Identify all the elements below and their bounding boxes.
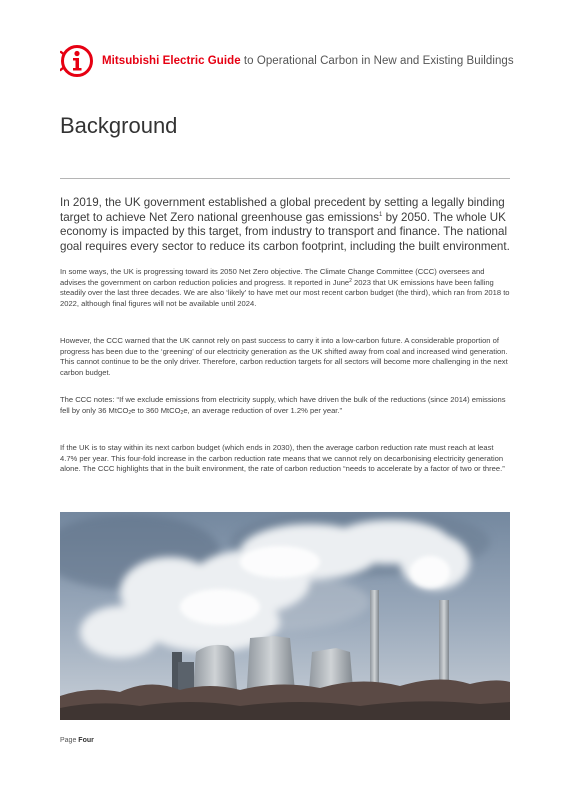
footnote-ref-1: 1 [379, 211, 383, 218]
power-station-image [60, 512, 510, 720]
paragraph-carbon-budget: If the UK is to stay within its next carbon budget (which ends in 2030), then the average carbon reduction rate must reach at least 4.7% per year. This four-fold increase in the carbon reduction rate means that we cannot rely on decarbonising electricity generation alone. The CCC highlights that in the built environment, the rate of carbon reduction “needs to accelerate by a factor of two or three.” [60, 443, 505, 474]
power-station-photo [60, 512, 510, 720]
header [60, 44, 514, 78]
paragraph-progress [60, 267, 512, 309]
subscript-2: 2 [128, 409, 132, 416]
p1-text-2: 2023 that UK emissions have been falling steadily over the last three decades. We are also ‘likely’ to have met our most recent carbon budget (the third), which ran from 2018 to 2022, although final figures will not be available until 2024. [60, 277, 510, 308]
intro-paragraph [60, 196, 512, 254]
page-footer [60, 737, 94, 744]
p3-text-3: e, an average reduction of over 1.2% per year.” [183, 405, 343, 415]
intro-text-2: by 2050. The whole UK economy is impacted by this target, from industry to transport and finance. The national goal requires every sector to reduce its carbon footprint, including the built environment. [60, 210, 510, 253]
info-icon [60, 44, 94, 78]
p3-text-2: e to 360 MtCO [131, 405, 181, 415]
paragraph-ccc-notes [60, 395, 512, 416]
page-number: Four [78, 737, 94, 744]
title-divider [60, 178, 510, 179]
subscript-2: 2 [180, 409, 184, 416]
footnote-ref-2: 2 [349, 277, 352, 284]
intro-text-1: In 2019, the UK government established a global precedent by setting a legally binding target to achieve Net Zero national greenhouse gas emissions [60, 196, 505, 224]
paragraph-warning: However, the CCC warned that the UK cannot rely on past success to carry it into a low-carbon future. A considerable proportion of progress has been due to the ‘greening’ of our electricity generation as the UK shifted away from coal and increased wind generation. This cannot continue to be the only driver. Therefore, carbon reduction targets for all sectors will become more challenging in the next carbon budget. [60, 336, 508, 377]
page-label: Page [60, 737, 79, 744]
brand-name: Mitsubishi Electric Guide [102, 55, 241, 67]
header-title [102, 55, 514, 67]
page-title: Background [60, 113, 178, 138]
p3-text-1: The CCC notes: “If we exclude emissions from electricity supply, which have driven the bulk of the reductions (since 2014) emissions fell by only 36 MtCO [60, 395, 506, 415]
p1-text-1: In some ways, the UK is progressing toward its 2050 Net Zero objective. The Climate Change Committee (CCC) oversees and advises the government on carbon reduction policies and progress. It reported in June [60, 267, 485, 287]
header-subtitle: to Operational Carbon in New and Existing Buildings [240, 55, 514, 67]
